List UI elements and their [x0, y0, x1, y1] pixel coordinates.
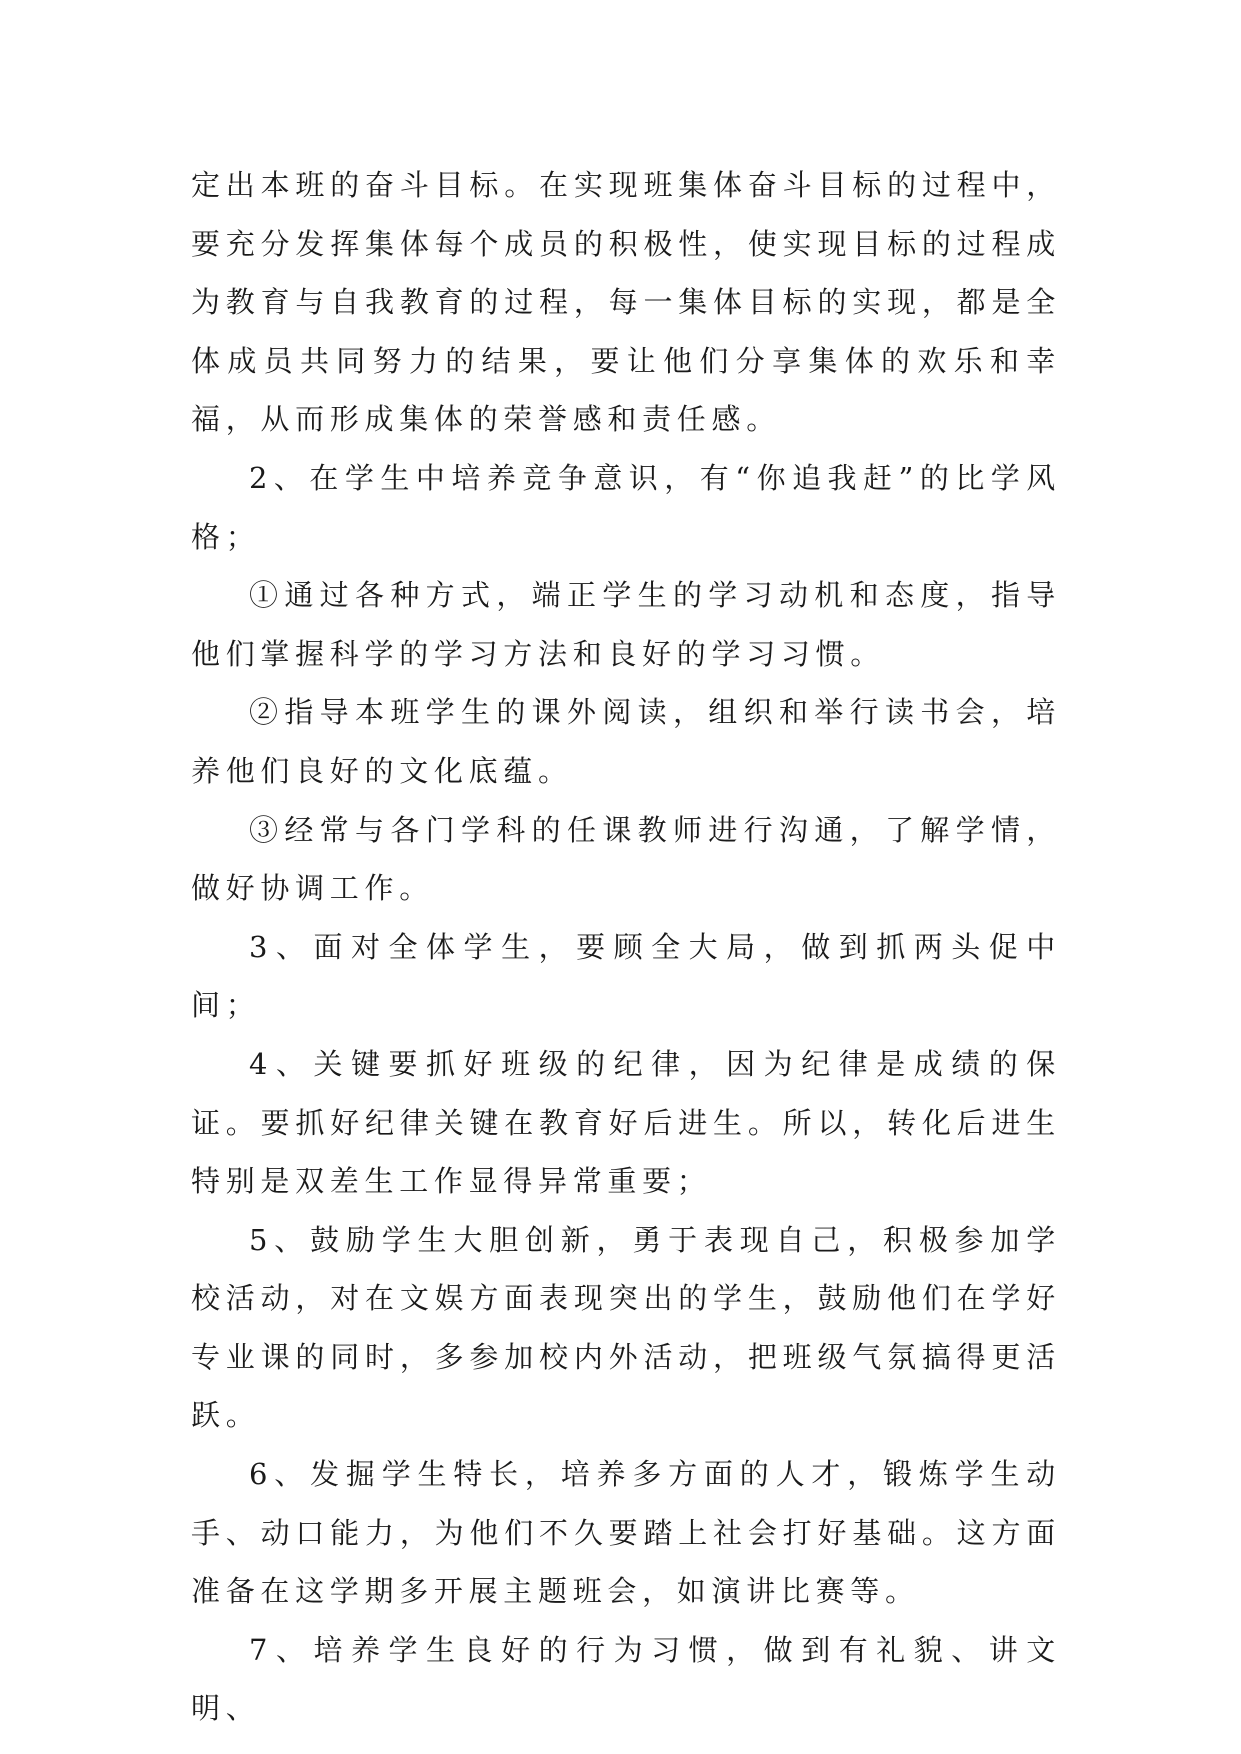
- paragraph-item-4: 4、关键要抓好班级的纪律，因为纪律是成绩的保证。要抓好纪律关键在教育好后进生。所以，转化后进生特别是双差生工作显得异常重要；: [191, 1046, 1061, 1199]
- paragraph-item-2-3: ③经常与各门学科的任课教师进行沟通，了解学情，做好协调工作。: [191, 812, 1061, 906]
- paragraph-item-6: 6、发掘学生特长，培养多方面的人才，锻炼学生动手、动口能力，为他们不久要踏上社会打好基础。这方面准备在这学期多开展主题班会，如演讲比赛等。: [191, 1457, 1061, 1609]
- paragraph-item-2: 2、在学生中培养竞争意识，有“你追我赶”的比学风格；: [191, 460, 1061, 554]
- paragraph-item-7: 7、培养学生良好的行为习惯，做到有礼貌、讲文明、: [191, 1632, 1061, 1726]
- paragraph-item-2-1: ①通过各种方式，端正学生的学习动机和态度，指导他们掌握科学的学习方法和良好的学习习惯。: [191, 578, 1061, 671]
- paragraph-item-5: 5、鼓励学生大胆创新，勇于表现自己，积极参加学校活动，对在文娱方面表现突出的学生，鼓励他们在学好专业课的同时，多参加校内外活动，把班级气氛搞得更活跃。: [191, 1222, 1061, 1433]
- paragraph-intro-continuation: 定出本班的奋斗目标。在实现班集体奋斗目标的过程中，要充分发挥集体每个成员的积极性，使实现目标的过程成为教育与自我教育的过程，每一集体目标的实现，都是全体成员共同努力的结果，要让他们分享集体的欢乐和幸福，从而形成集体的荣誉感和责任感。: [191, 168, 1061, 437]
- paragraph-item-2-2: ②指导本班学生的课外阅读，组织和举行读书会，培养他们良好的文化底蕴。: [191, 695, 1061, 788]
- paragraph-item-3: 3、面对全体学生，要顾全大局，做到抓两头促中间；: [191, 929, 1061, 1023]
- body-text: [191, 156, 1061, 1738]
